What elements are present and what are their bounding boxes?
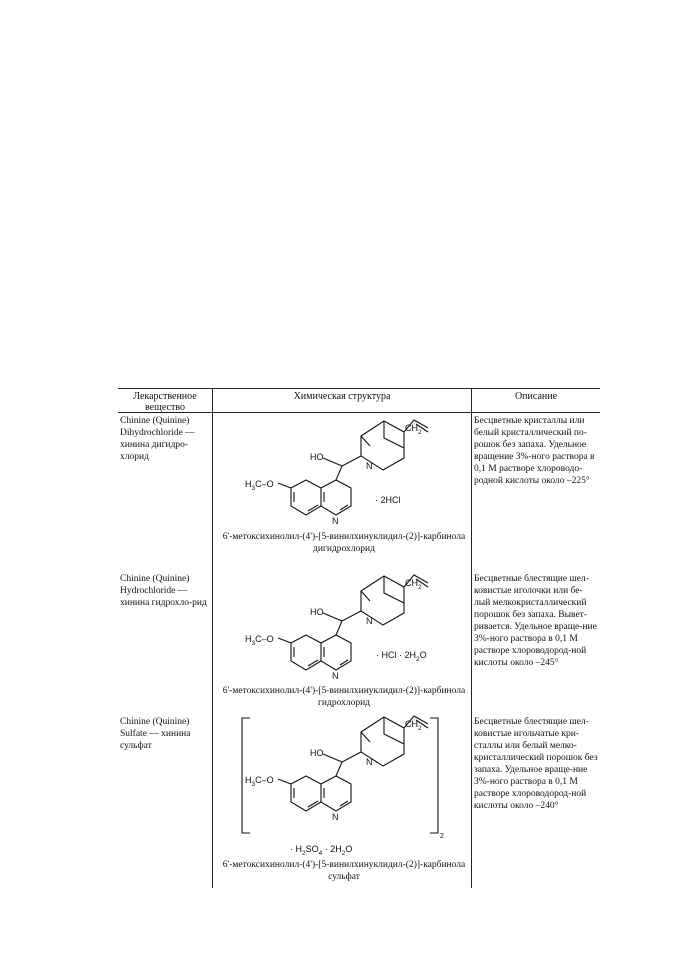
row1-n-arom-label: N [332, 516, 339, 526]
row3-structure-formula [118, 388, 600, 888]
row3-caption: 6'-метоксихинолил-(4')-[5-винилхинуклидил-(2)]-карбинола сульфат [222, 860, 466, 882]
row3-description: Бесцветные блестящие шел-ковистые игольчатые кри-сталлы или белый мелко-кристаллический порошок без запаха. Удельное враще-ние 3%-ного раствора в 0,1 М растворе хлороводород-ной кислоты около –240° [474, 717, 598, 811]
row3-ho-label: HO [310, 748, 324, 758]
row1-substance-name: Chinine (Quinine) Dihydrochloride — хинина дигидро-хлорид [120, 416, 195, 462]
row3-substance-name: Chinine (Quinine) Sulfate — хинина сульфат [120, 717, 191, 751]
row2-meo-label: $H_3C-O$ [245, 634, 274, 647]
substances-table [118, 388, 600, 888]
row3-n-arom-label: N [332, 812, 339, 822]
row3-meo-label: $H_3C-O$ [245, 775, 274, 788]
header-substance: Лекарственное вещество [133, 391, 197, 413]
row1-description: Бесцветные кристаллы или белый кристаллический по-рошок без запаха. Удельное вращение 3%-ного раствора в 0,1 М растворе хлороводо-родной кислоты около –225° [474, 416, 595, 486]
row3-salt-label: · $H_2SO_4 \cdot 2H_2O$ [290, 844, 353, 857]
row2-caption: 6'-метоксихинолил-(4')-[5-винилхинуклидил-(2)]-карбинола гидрохлорид [222, 686, 466, 708]
row2-substance-name: Chinine (Quinine) Hydrochloride — хинина гидрохло-рид [120, 574, 207, 608]
row2-salt-label: · HCl · $2H_2O$ [376, 650, 427, 663]
row1-ch2-label: $CH_2$ [405, 423, 422, 436]
row3-ch2-label: $CH_2$ [405, 719, 422, 732]
row1-ho-label: HO [310, 452, 324, 462]
header-description: Описание [514, 391, 558, 402]
right-bracket [430, 718, 438, 833]
row2-ho-label: HO [310, 607, 324, 617]
row1-salt-label: · 2HCl [375, 495, 401, 505]
row2-n-arom-label: N [332, 671, 339, 681]
row1-caption: 6'-метоксихинолил-(4')-[5-винилхинуклидил-(2)]-карбинола дигидрохлорид [222, 532, 466, 554]
row1-n-ring-label: N [366, 461, 373, 471]
row3-n-ring-label: N [366, 757, 373, 767]
row2-description: Бесцветные блестящие шел-ковистые иголочки или бе-лый мелкокристаллический порошок без запаха. Вывет-ривается. Удельное враще-ние 3%-ного раствора в 0,1 М растворе хлороводород-ной кислоты около –245° [474, 574, 597, 668]
row3-bracket-subscript: 2 [440, 833, 444, 840]
row2-ch2-label: $CH_2$ [405, 578, 422, 591]
row1-meo-label: $H_3C-O$ [245, 479, 274, 492]
row2-n-ring-label: N [366, 616, 373, 626]
header-structure: Химическая структура [293, 391, 391, 402]
